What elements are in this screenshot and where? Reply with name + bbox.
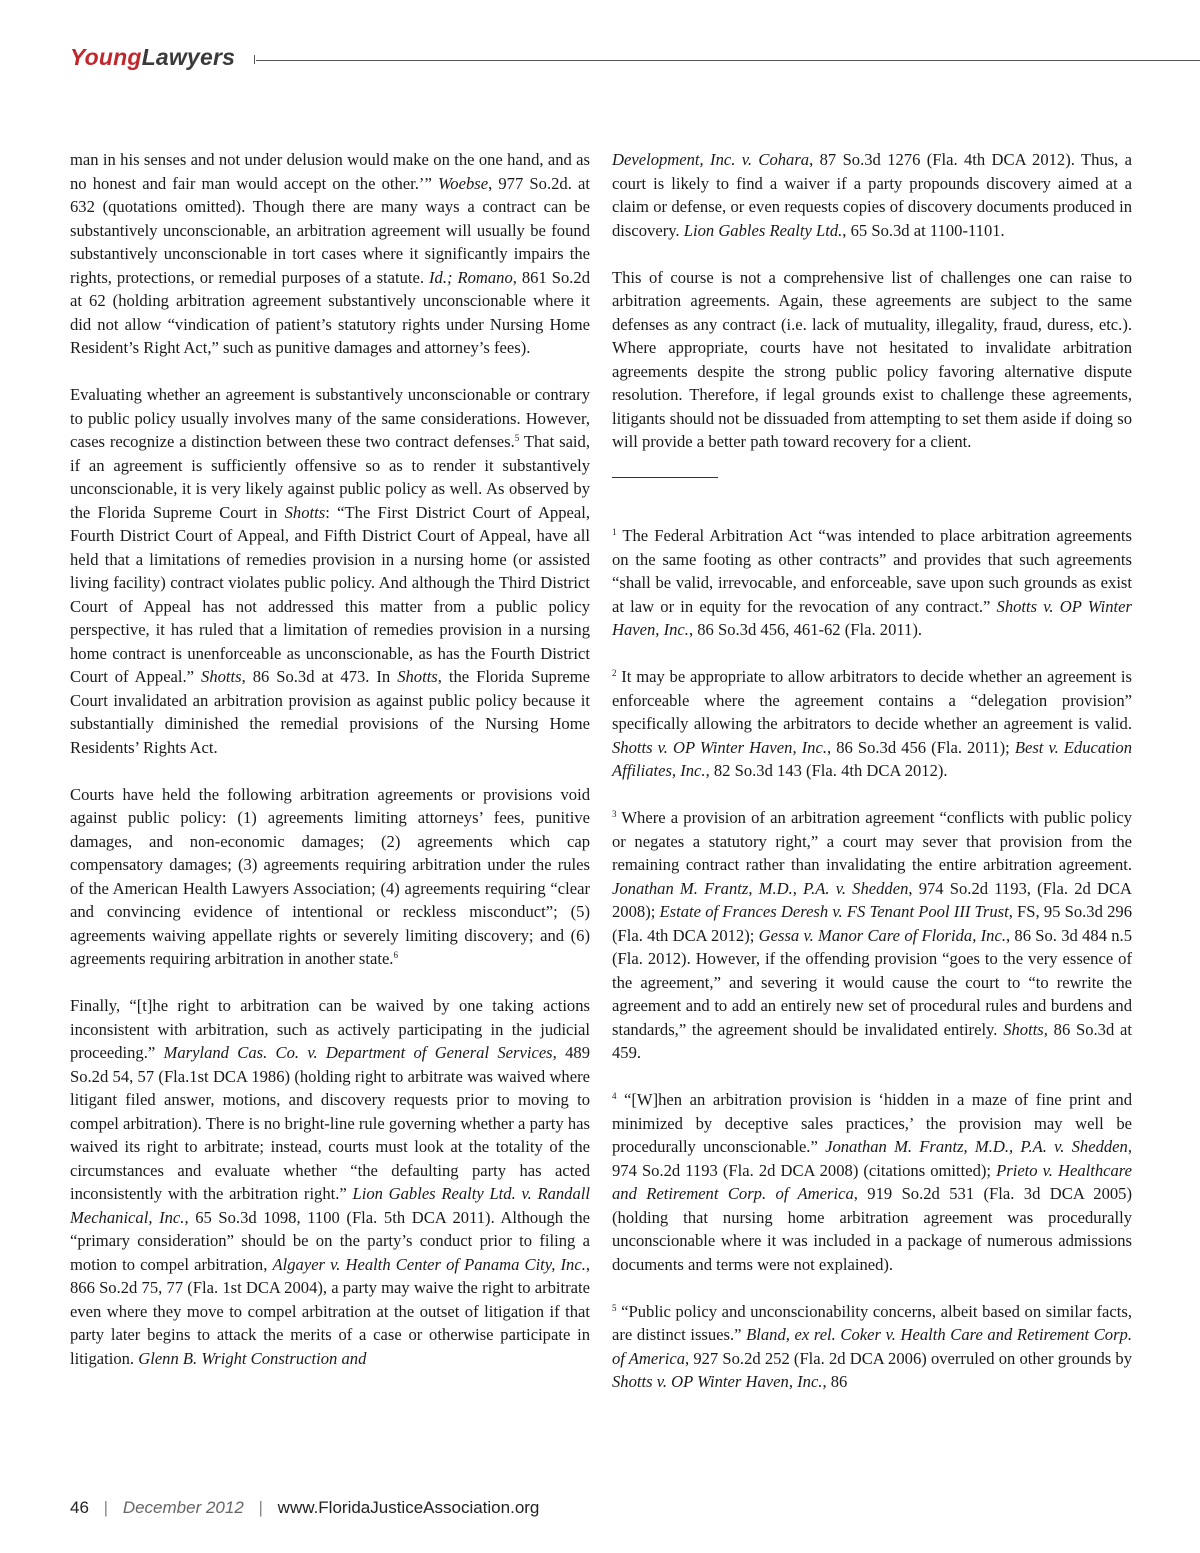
text-run: , 82 So.3d 143 (Fla. 4th DCA 2012).	[705, 761, 948, 780]
footer-separator: |	[258, 1498, 263, 1517]
website-link[interactable]: www.FloridaJusticeAssociation.org	[277, 1498, 540, 1517]
issue-date: December 2012	[122, 1498, 244, 1517]
paragraph	[70, 994, 590, 1370]
text-run: : “The First District Court of Appeal, Fourth District Court of Appeal, and Fifth District Court of Appeal, have all held that a limitations of remedies provision in a nursing home (or assisted living facility) contract violates public policy. And although the Third District Court of Appeal has not addressed this matter from a public policy perspective, it has ruled that a limitation of remedies provision in a nursing home contract is unenforceable as unconscionable, as has the Fourth District Court of Appeal.”	[70, 502, 591, 686]
text-run: , 86 So.3d at 459.	[612, 1019, 1132, 1062]
italic-citation: Shotts v. OP Winter Haven, Inc.	[612, 737, 827, 757]
text-run: This of course is not a comprehensive list of challenges one can raise to arbitration agreements. Again, these agreements are subject to the same defenses as any contract (i.e. lack of mutuality, illegality, fraud, duress, etc.). Where appropriate, courts have not hesitated to invalidate arbitration agreements despite the strong public policy favoring alternative dispute resolution. Therefore, if legal grounds exist to challenge these agreements, litigants should not be dissuaded from attempting to set them aside if doing so will provide a better path toward recovery for a client.	[612, 267, 1132, 451]
text-run: The Federal Arbitration Act “was intended to place arbitration agreements on the same footing as other contracts” and provides that such agreements “shall be valid, irrevocable, and enforceable, save upon such grounds as exist at law or in equity for the revocation of any contract.”	[612, 526, 1132, 616]
italic-citation: Algayer v. Health Center of Panama City, Inc.	[272, 1254, 586, 1274]
text-run: , 974 So.2d 1193 (Fla. 2d DCA 2008) (citations omitted);	[612, 1137, 1132, 1180]
header-rule	[256, 60, 1200, 61]
footnote-4	[612, 1088, 1132, 1276]
text-run: That said, if an agreement is sufficiently offensive so as to render it substantively unconscionable, it is very likely against public policy as well. As observed by the Florida Supreme Court in	[70, 432, 590, 522]
section-brand-logo	[70, 44, 235, 71]
header-rule-tick	[254, 55, 255, 64]
text-run: , 927 So.2d 252 (Fla. 2d DCA 2006) overruled on other grounds by	[685, 1348, 1132, 1368]
footnote-marker: 6	[393, 950, 398, 960]
footnote-5	[612, 1300, 1132, 1394]
footnote-marker: 1	[612, 527, 617, 537]
text-run: Finally, “[t]he right to arbitration can be waived by one taking actions inconsistent with arbitration, such as actively participating in the judicial proceeding.”	[70, 996, 590, 1062]
italic-citation: Glenn B. Wright Construction and	[138, 1348, 367, 1368]
text-run: , 86 So.3d at 473. In	[241, 667, 398, 686]
text-run: , 866 So.2d 75, 77 (Fla. 1st DCA 2004), a party may waive the right to arbitrate even where they move to compel arbitration at the outset of litigation if that party later begins to attack the merits of a case or otherwise participate in litigation.	[70, 1254, 590, 1368]
italic-citation: Shotts	[397, 667, 438, 686]
footnote-marker: 4	[612, 1091, 617, 1101]
text-run: , 489 So.2d 54, 57 (Fla.1st DCA 1986) (holding right to arbitrate was waived where litigant filed answer, motions, and discovery requests prior to moving to compel arbitration). There is no bright-line rule governing whether a party has waived its right to arbitrate; instead, courts must look at the totality of the circumstances and evaluate whether “the defaulting party has acted inconsistently with the arbitration right.”	[70, 1043, 590, 1203]
footnote-marker: 2	[612, 668, 617, 678]
footnote-marker: 5	[514, 433, 520, 443]
italic-citation: Estate of Frances Deresh v. FS Tenant Pool III Trust	[659, 902, 1009, 921]
brand-lawyers: Lawyers	[141, 44, 236, 70]
italic-citation: Gessa v. Manor Care of Florida, Inc.	[758, 925, 1006, 945]
footnote-1	[612, 524, 1132, 642]
italic-citation: Shotts v. OP Winter Haven, Inc.	[612, 1372, 823, 1391]
italic-citation: Id.; Romano	[429, 267, 513, 287]
italic-citation: Shotts	[201, 667, 242, 686]
text-run: Where a provision of an arbitration agreement “conflicts with public policy or negates a statutory right,” a court may sever that provision from the remaining contract rather than invalidating the entire arbitration agreement.	[612, 808, 1132, 874]
paragraph	[612, 148, 1132, 242]
text-run: “[W]hen an arbitration provision is ‘hidden in a maze of fine print and minimized by deceptive sales practices,’ the provision may well be procedurally unconscionable.”	[612, 1090, 1132, 1156]
footnote-3	[612, 806, 1132, 1065]
text-run: , 87 So.3d 1276 (Fla. 4th DCA 2012). Thus, a court is likely to find a waiver if a party propounds discovery aimed at a claim or defense, or even requests copies of discovery documents produced in discovery.	[612, 150, 1133, 240]
text-run: It may be appropriate to allow arbitrators to decide whether an agreement is enforceable where the agreement contains a “delegation provision” specifically allowing the arbitrators to decide whether an agreement is valid.	[612, 667, 1132, 733]
text-run: , 86	[822, 1372, 848, 1391]
footnote-2	[612, 665, 1132, 783]
brand-young: Young	[70, 44, 142, 70]
paragraph	[70, 148, 590, 360]
text-run: , 65 So.3d 1098, 1100 (Fla. 5th DCA 2011). Although the “primary consideration” should be on the party’s conduct prior to filing a motion to compel arbitration,	[70, 1207, 590, 1274]
italic-citation: Development, Inc. v. Cohara	[612, 150, 810, 169]
italic-citation: Woebse	[437, 173, 489, 193]
page-number: 46	[70, 1498, 89, 1517]
page-footer	[70, 1498, 539, 1518]
italic-citation: Shotts	[1003, 1019, 1044, 1039]
italic-citation: Jonathan M. Frantz, M.D., P.A. v. Shedden	[825, 1137, 1128, 1156]
italic-citation: Shotts	[284, 502, 326, 522]
text-run: man in his senses and not under delusion would make on the one hand, and as no honest and fair man would accept on the other.’”	[70, 150, 590, 193]
text-run: Courts have held the following arbitration agreements or provisions void against public policy: (1) agreements limiting attorneys’ fees, punitive damages, and non-economic damages; (2) agreements which cap compensatory damages; (3) agreements requiring arbitration under the rules of the American Health Lawyers Association; (4) agreements requiring “clear and convincing evidence of intentional or reckless misconduct”; (5) agreements waiving appellate rights or severely limiting discovery; and (6) agreements requiring arbitration in another state.	[70, 784, 590, 968]
left-column	[70, 148, 590, 1394]
text-run: , 86 So. 3d 484 n.5 (Fla. 2012). However, if the offending provision “goes to the very essence of the agreement,” and severing it would cause the court to “to rewrite the agreement and to add an entirely new set of procedural rules and burdens and standards,” the agreement should be invalidated entirely.	[612, 925, 1133, 1039]
paragraph	[612, 266, 1132, 454]
paragraph	[70, 783, 590, 971]
italic-citation: Best v. Education Affiliates, Inc.	[612, 737, 1132, 780]
italic-citation: Bland, ex rel. Coker v. Health Care and Retirement Corp. of America	[612, 1325, 1132, 1368]
paragraph	[70, 383, 590, 759]
text-run: Evaluating whether an agreement is substantively unconscionable or contrary to public policy usually involves many of the same considerations. However, cases recognize a distinction between these two contract defenses.	[70, 385, 590, 451]
text-run: , FS, 95 So.3d 296 (Fla. 4th DCA 2012);	[612, 902, 1132, 945]
footnote-separator	[612, 477, 718, 478]
text-run: , 919 So.2d 531 (Fla. 3d DCA 2005) (holding that nursing home arbitration agreement was procedurally unconscionable where it was included in a package of numerous admissions documents and terms were not explained).	[612, 1184, 1133, 1274]
italic-citation: Maryland Cas. Co. v. Department of General Services	[163, 1043, 553, 1062]
right-column	[612, 148, 1132, 1417]
italic-citation: Jonathan M. Frantz, M.D., P.A. v. Shedden	[612, 878, 909, 898]
text-run: , 86 So.3d 456, 461-62 (Fla. 2011).	[688, 620, 923, 639]
text-run: , 974 So.2d 1193, (Fla. 2d DCA 2008);	[612, 878, 1132, 921]
text-run: , the Florida Supreme Court invalidated an arbitration provision as against public policy because it substantially diminished the remedial provisions of the Nursing Home Residents’ Rights Act.	[70, 667, 590, 757]
text-run: , 861 So.2d at 62 (holding arbitration agreement substantively unconscionable where it did not allow “vindication of patient’s statutory rights under Nursing Home Resident’s Right Act,” such as punitive damages and attorney’s fees).	[70, 267, 591, 357]
italic-citation: Prieto v. Healthcare and Retirement Corp. of America	[612, 1160, 1133, 1203]
text-run: , 65 So.3d at 1100-1101.	[842, 220, 1005, 240]
text-run: , 977 So.2d. at 632 (quotations omitted). Though there are many ways a contract can be substantively unconscionable, an arbitration agreement will usually be found substantively unconscionable in tort cases where it significantly impairs the rights, protections, or remedial purposes of a statute.	[70, 173, 590, 287]
page-header	[70, 44, 1200, 74]
text-run: “Public policy and unconscionability concerns, albeit based on similar facts, are distinct issues.”	[612, 1301, 1132, 1344]
footnote-marker: 5	[612, 1302, 617, 1313]
italic-citation: Shotts v. OP Winter Haven, Inc.	[612, 596, 1132, 639]
text-run: , 86 So.3d 456 (Fla. 2011);	[827, 737, 1015, 757]
italic-citation: Lion Gables Realty Ltd. v. Randall Mechanical, Inc.	[70, 1184, 590, 1227]
footer-separator: |	[103, 1498, 109, 1517]
footnote-marker: 3	[612, 809, 617, 819]
italic-citation: Lion Gables Realty Ltd.	[683, 220, 843, 240]
